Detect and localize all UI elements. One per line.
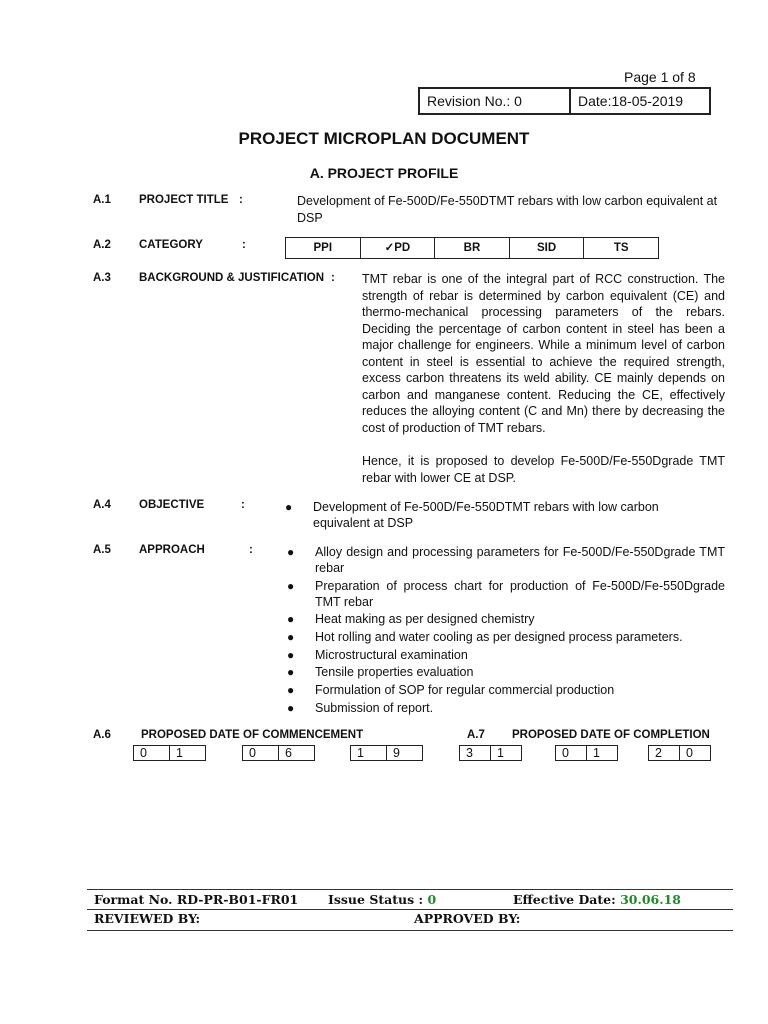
a4-label: OBJECTIVE <box>139 499 205 511</box>
category-pd: ✓PD <box>361 238 436 258</box>
completion-day-box <box>459 745 522 761</box>
a3-number: A.3 <box>93 272 111 284</box>
revision-box <box>418 87 711 115</box>
objective-list <box>285 499 685 533</box>
digit-cell: 0 <box>243 746 279 760</box>
completion-month-box <box>555 745 618 761</box>
bullet-icon: ● <box>287 578 295 593</box>
commencement-year-box <box>350 745 423 761</box>
approach-list <box>287 544 725 718</box>
digit-cell: 0 <box>556 746 587 760</box>
a3-label: BACKGROUND & JUSTIFICATION <box>139 272 325 284</box>
bullet-icon: ● <box>287 665 295 680</box>
digit-cell: 1 <box>497 746 504 760</box>
a5-label: APPROACH <box>139 544 205 556</box>
category-sid: SID <box>510 238 585 258</box>
bullet-icon: ● <box>285 500 293 514</box>
digit-cell: 9 <box>393 746 400 760</box>
revision-number: Revision No.: 0 <box>420 89 571 113</box>
effective-date: Effective Date: 30.06.18 <box>513 892 681 907</box>
issue-status-value: 0 <box>427 892 437 907</box>
revision-date: Date:18-05-2019 <box>578 93 684 109</box>
a5-colon: : <box>249 544 253 556</box>
commencement-month-box <box>242 745 315 761</box>
page-number: Page 1 of 8 <box>624 69 696 85</box>
list-item: ● Tensile properties evaluation <box>287 665 474 680</box>
a7-label: PROPOSED DATE OF COMPLETION <box>512 729 710 741</box>
a6-number: A.6 <box>93 729 111 741</box>
bullet-icon: ● <box>287 630 295 645</box>
format-number: Format No. RD-PR-B01-FR01 <box>94 892 299 907</box>
approved-by: APPROVED BY: <box>414 911 521 926</box>
category-table <box>285 237 659 259</box>
digit-cell: 1 <box>351 746 387 760</box>
digit-cell: 6 <box>285 746 292 760</box>
list-item: ● Formulation of SOP for regular commercial production <box>287 683 615 698</box>
category-ts: TS <box>613 242 629 254</box>
a2-label: CATEGORY <box>139 239 203 251</box>
document-title: PROJECT MICROPLAN DOCUMENT <box>238 129 530 148</box>
list-item: ● Preparation of process chart for production of Fe-500D/Fe-550Dgrade TMT rebar <box>287 578 725 609</box>
a5-number: A.5 <box>93 544 111 556</box>
bullet-icon: ● <box>287 700 295 715</box>
list-item: ● Alloy design and processing parameters for Fe-500D/Fe-550Dgrade TMT rebar <box>287 545 725 575</box>
footer-top-rule <box>87 889 733 890</box>
commencement-day-box <box>133 745 206 761</box>
reviewed-by: REVIEWED BY: <box>94 911 201 926</box>
background-paragraph-1: TMT rebar is one of the integral part of RCC construction. The strength of rebar is determined by carbon equivalent (CE) and thermo-mechanical processing parameters of the rebars. Deciding the percentage of carbon content in steel has been a major challenge for engineers. While a minimum level of carbon content in steel is essential to achieve the required strength, excess carbon threatens its weld ability. CE mainly depends on carbon and manganese content. Reducing the CE, effectively reduces the alloying content (C and Mn) there by decreasing the cost of production of TMT rebars. <box>362 272 725 435</box>
background-paragraph-2: Hence, it is proposed to develop Fe-500D/Fe-550Dgrade TMT rebar with lower CE at DSP. <box>362 454 725 485</box>
digit-cell: 0 <box>686 746 693 760</box>
digit-cell: 1 <box>593 746 600 760</box>
a7-number: A.7 <box>467 729 485 741</box>
a1-number: A.1 <box>93 194 111 206</box>
list-item: ● Submission of report. <box>287 700 434 715</box>
section-title: A. PROJECT PROFILE <box>309 165 459 181</box>
bullet-icon: ● <box>287 545 295 559</box>
digit-cell: 3 <box>460 746 491 760</box>
digit-cell: 1 <box>176 746 183 760</box>
a6-label: PROPOSED DATE OF COMMENCEMENT <box>141 729 364 741</box>
list-item: ● Development of Fe-500D/Fe-550DTMT rebars with low carbon equivalent at DSP <box>285 500 659 530</box>
a2-colon: : <box>242 239 246 251</box>
a2-number: A.2 <box>93 239 111 251</box>
list-item: ● Microstructural examination <box>287 647 468 662</box>
list-item: ● Hot rolling and water cooling as per designed process parameters. <box>287 630 683 645</box>
bullet-icon: ● <box>287 683 295 698</box>
project-title-value: Development of Fe-500D/Fe-550DTMT rebars with low carbon equivalent at DSP <box>297 194 718 225</box>
a3-colon: : <box>331 272 335 284</box>
a4-number: A.4 <box>93 499 111 511</box>
digit-cell: 2 <box>649 746 680 760</box>
completion-year-box <box>648 745 711 761</box>
category-br: BR <box>435 238 510 258</box>
issue-status: Issue Status : 0 <box>328 892 437 907</box>
digit-cell: 0 <box>134 746 170 760</box>
category-ppi: PPI <box>286 238 361 258</box>
list-item: ● Heat making as per designed chemistry <box>287 612 535 627</box>
effective-date-value: 30.06.18 <box>620 892 681 907</box>
a1-label: PROJECT TITLE <box>139 194 229 206</box>
footer-mid-rule <box>87 909 733 910</box>
bullet-icon: ● <box>287 647 295 662</box>
a1-colon: : <box>239 194 243 206</box>
footer-bottom-rule <box>87 930 733 931</box>
bullet-icon: ● <box>287 612 295 627</box>
a4-colon: : <box>241 499 245 511</box>
